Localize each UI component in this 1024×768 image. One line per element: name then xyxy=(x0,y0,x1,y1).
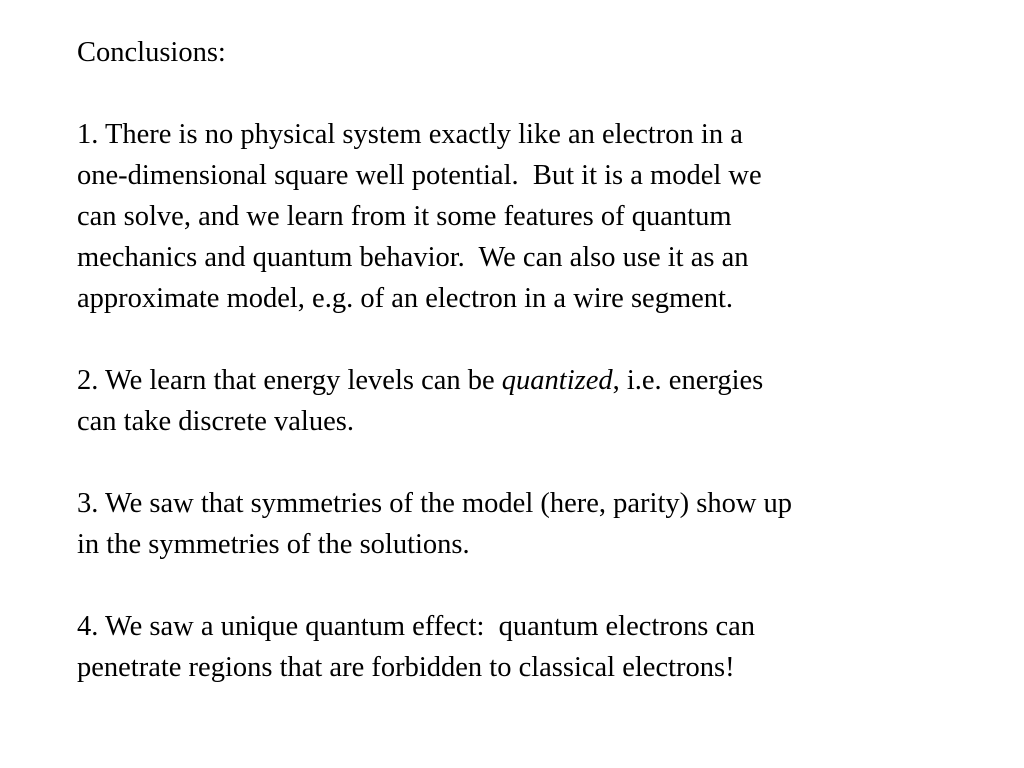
point-1-line: 1. There is no physical system exactly like an electron in a xyxy=(77,119,743,150)
point-2-text: 2. We learn that energy levels can be xyxy=(77,365,502,396)
spacer xyxy=(77,319,957,360)
conclusion-point-2 xyxy=(77,360,957,442)
conclusion-point-3 xyxy=(77,483,957,565)
spacer xyxy=(77,565,957,606)
point-4-line: 4. We saw a unique quantum effect: quantum electrons can xyxy=(77,611,756,642)
point-2-line: can take discrete values. xyxy=(77,406,354,437)
point-2-line xyxy=(77,360,957,401)
slide-content xyxy=(77,32,957,688)
spacer xyxy=(77,442,957,483)
point-3-line: in the symmetries of the solutions. xyxy=(77,529,470,560)
point-1-line: one-dimensional square well potential. But it is a model we xyxy=(77,160,762,191)
spacer xyxy=(77,73,957,114)
point-2-emphasis: quantized xyxy=(501,365,613,396)
slide-title: Conclusions: xyxy=(77,37,226,68)
point-2-text: , i.e. energies xyxy=(612,365,764,396)
point-4-line: penetrate regions that are forbidden to classical electrons! xyxy=(77,652,735,683)
point-1-line: mechanics and quantum behavior. We can also use it as an xyxy=(77,242,749,273)
point-3-line: 3. We saw that symmetries of the model (here, parity) show up xyxy=(77,488,793,519)
point-1-line: approximate model, e.g. of an electron in a wire segment. xyxy=(77,283,734,314)
conclusion-point-1 xyxy=(77,114,957,319)
conclusion-point-4 xyxy=(77,606,957,688)
point-1-line: can solve, and we learn from it some features of quantum xyxy=(77,201,732,232)
